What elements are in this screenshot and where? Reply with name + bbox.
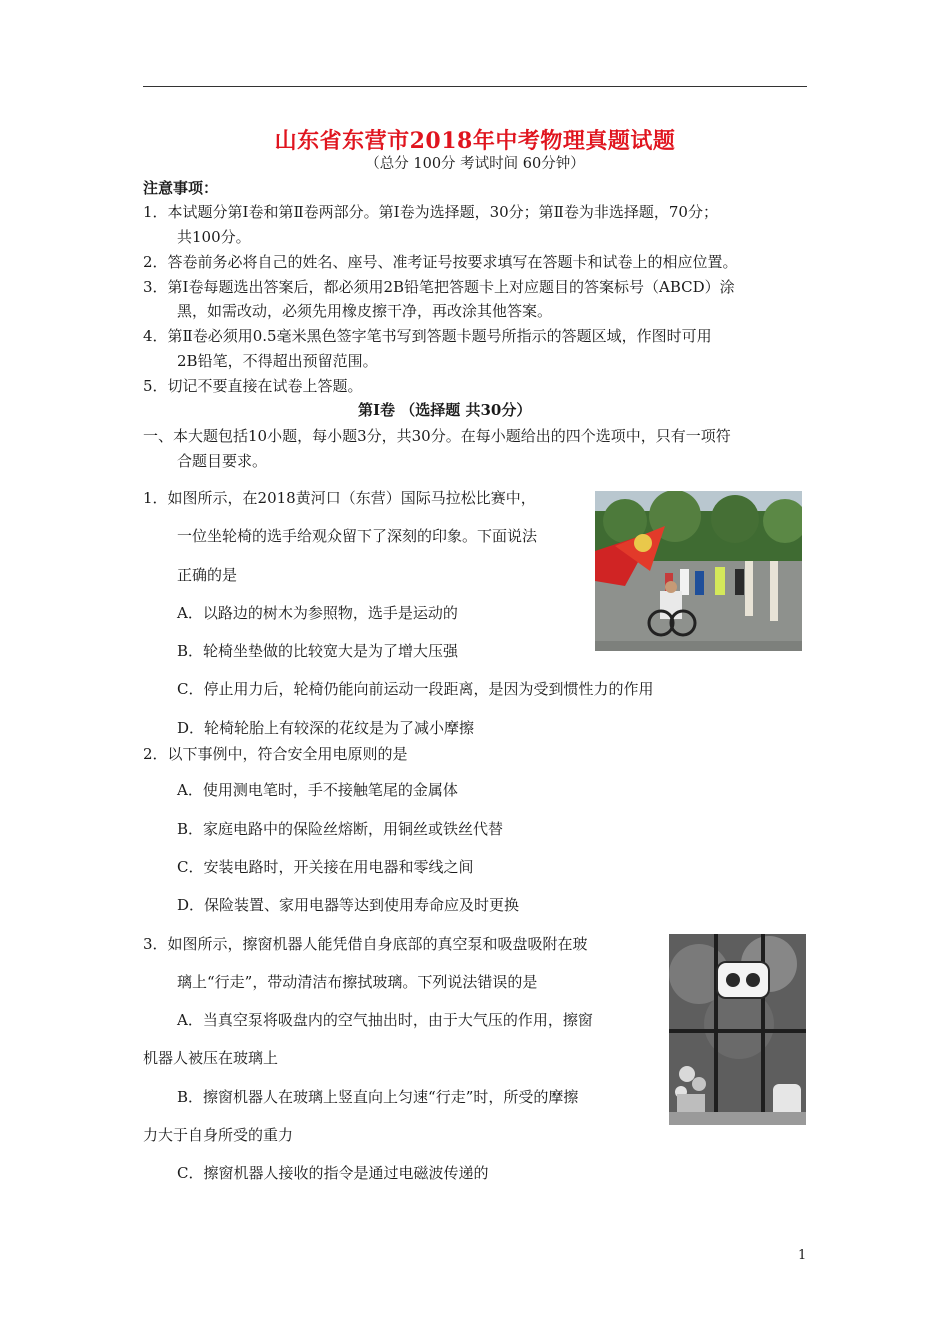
notice-line: 3．第Ⅰ卷每题选出答案后，都必须用2B铅笔把答题卡上对应题目的答案标号（ABCD）涂: [143, 278, 735, 296]
q3-option-c: C．擦窗机器人接收的指令是通过电磁波传递的: [177, 1164, 489, 1182]
q1-stem: 1．如图所示，在2018黄河口（东营）国际马拉松比赛中，: [143, 489, 536, 507]
page-number: 1: [798, 1248, 807, 1263]
notice-line: 4．第Ⅱ卷必须用0.5毫米黑色签字笔书写到答题卡题号所指示的答题区域，作图时可用: [143, 327, 712, 345]
header-rule: [143, 86, 807, 87]
q3-option-a-cont: 机器人被压在玻璃上: [143, 1049, 279, 1067]
q1-option-b: B．轮椅坐垫做的比较宽大是为了增大压强: [177, 642, 459, 660]
notice-line: 1．本试题分第Ⅰ卷和第Ⅱ卷两部分。第Ⅰ卷为选择题，30分；第Ⅱ卷为非选择题，70分；: [143, 203, 718, 221]
marathon-photo: [595, 491, 802, 651]
page-title: 山东省东营市2018年中考物理真题试题: [274, 128, 676, 154]
notice-line: 共100分。: [177, 228, 251, 246]
q1-stem: 一位坐轮椅的选手给观众留下了深刻的印象。下面说法: [177, 527, 538, 545]
notice-line: 2B铅笔，不得超出预留范围。: [177, 352, 378, 370]
page-subtitle: （总分 100分 考试时间 60分钟）: [365, 156, 585, 172]
q2-option-c: C．安装电路时，开关接在用电器和零线之间: [177, 858, 474, 876]
q3-option-b: B．擦窗机器人在玻璃上竖直向上匀速“行走”时，所受的摩擦: [177, 1088, 579, 1106]
q2-option-a: A．使用测电笔时，手不接触笔尾的金属体: [177, 781, 458, 799]
notice-heading: 注意事项：: [143, 179, 219, 197]
window-robot-photo: [669, 934, 806, 1125]
notice-line: 5．切记不要直接在试卷上答题。: [143, 377, 363, 395]
notice-line: 2．答卷前务必将自己的姓名、座号、准考证号按要求填写在答题卡和试卷上的相应位置。: [143, 253, 738, 271]
q3-stem: 璃上“行走”，带动清洁布擦拭玻璃。下列说法错误的是: [177, 973, 538, 991]
q1-option-a: A．以路边的树木为参照物，选手是运动的: [177, 604, 458, 622]
q1-stem: 正确的是: [177, 566, 238, 584]
q2-option-b: B．家庭电路中的保险丝熔断，用铜丝或铁丝代替: [177, 820, 504, 838]
notice-line: 黑，如需改动，必须先用橡皮擦干净，再改涂其他答案。: [177, 302, 553, 320]
section-intro: 一、本大题包括10小题，每小题3分，共30分。在每小题给出的四个选项中，只有一项符: [143, 427, 731, 445]
q3-option-a: A．当真空泵将吸盘内的空气抽出时，由于大气压的作用，擦窗: [177, 1011, 593, 1029]
q2-stem: 2．以下事例中，符合安全用电原则的是: [143, 745, 408, 763]
section-title: 第Ⅰ卷 （选择题 共30分）: [358, 401, 532, 419]
q3-option-b-cont: 力大于自身所受的重力: [143, 1126, 294, 1144]
section-intro: 合题目要求。: [177, 452, 268, 470]
q1-option-d: D．轮椅轮胎上有较深的花纹是为了减小摩擦: [177, 719, 475, 737]
q1-option-c: C．停止用力后，轮椅仍能向前运动一段距离，是因为受到惯性力的作用: [177, 680, 654, 698]
q2-option-d: D．保险装置、家用电器等达到使用寿命应及时更换: [177, 896, 520, 914]
q3-stem: 3．如图所示，擦窗机器人能凭借自身底部的真空泵和吸盘吸附在玻: [143, 935, 588, 953]
